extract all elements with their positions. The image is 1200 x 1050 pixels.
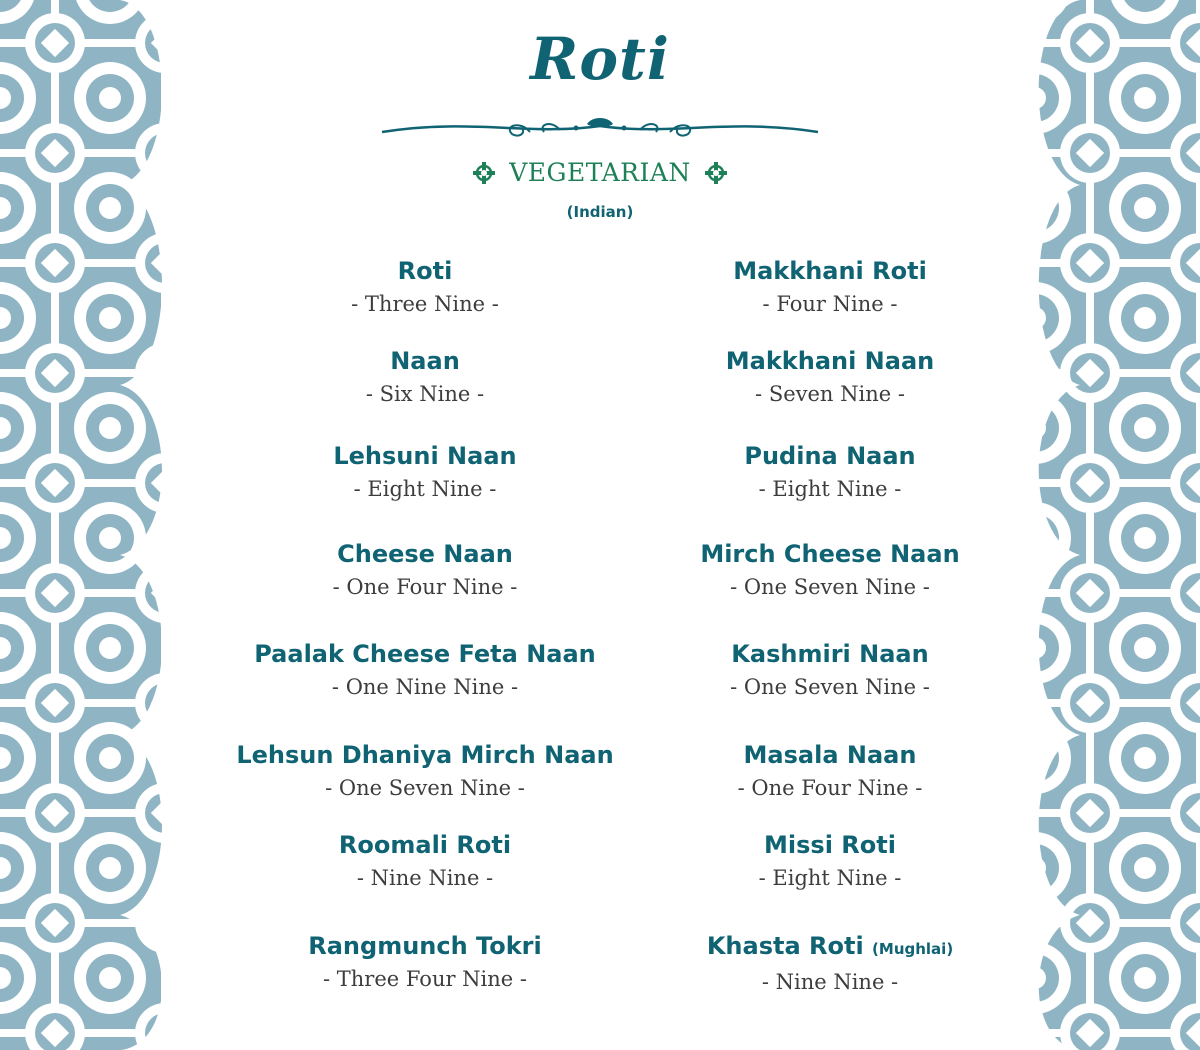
item-name: Mirch Cheese Naan (700, 540, 960, 568)
right-pattern-svg (1025, 0, 1200, 1050)
item-name: Missi Roti (764, 831, 896, 859)
menu-item (205, 441, 645, 503)
menu-item (205, 639, 645, 701)
left-pattern-border (0, 0, 175, 1050)
item-price: - Six Nine - (365, 382, 485, 406)
item-price: - Eight Nine - (758, 477, 902, 501)
menu-item (205, 740, 645, 802)
page-title: Roti (530, 25, 670, 93)
item-price: - One Nine Nine - (331, 675, 519, 699)
item-price: - Eight Nine - (758, 866, 902, 890)
item-note: (Mughlai) (872, 940, 954, 958)
item-price: - Nine Nine - (761, 970, 899, 994)
section-heading: VEGETARIAN (509, 158, 691, 187)
menu-item (610, 931, 1050, 996)
item-name: Lehsun Dhaniya Mirch Naan (236, 741, 614, 769)
item-price: - One Seven Nine - (325, 776, 525, 800)
item-name: Pudina Naan (744, 442, 916, 470)
item-name: Lehsuni Naan (333, 442, 517, 470)
menu-item (610, 830, 1050, 892)
item-name: Roti (397, 257, 453, 285)
menu-item (610, 539, 1050, 601)
item-price: - One Four Nine - (737, 776, 923, 800)
item-name: Cheese Naan (337, 540, 513, 568)
ornamental-divider (380, 110, 820, 146)
item-price: - Three Nine - (351, 292, 499, 316)
item-name: Paalak Cheese Feta Naan (254, 640, 596, 668)
item-price: - Four Nine - (762, 292, 898, 316)
item-name: Masala Naan (743, 741, 917, 769)
menu-item (610, 256, 1050, 318)
section-header (175, 160, 1025, 185)
menu-item (205, 539, 645, 601)
menu-item (610, 346, 1050, 408)
menu-content (175, 0, 1025, 1050)
ornament-icon (705, 162, 727, 184)
left-pattern-svg (0, 0, 175, 1050)
item-name-text: Khasta Roti (706, 932, 864, 960)
item-price: - One Four Nine - (332, 575, 518, 599)
item-price: - Eight Nine - (353, 477, 497, 501)
item-name: Rangmunch Tokri (308, 932, 542, 960)
item-name: Naan (390, 347, 460, 375)
item-name (610, 931, 1050, 964)
menu-item (205, 346, 645, 408)
item-price: - One Seven Nine - (730, 675, 930, 699)
right-pattern-border (1025, 0, 1200, 1050)
item-price: - Three Four Nine - (323, 967, 527, 991)
menu-item (205, 256, 645, 318)
menu-item (205, 830, 645, 892)
menu-item (610, 740, 1050, 802)
item-price: - Seven Nine - (755, 382, 905, 406)
item-price: - Nine Nine - (356, 866, 494, 890)
item-name: Roomali Roti (338, 831, 512, 859)
item-price: - One Seven Nine - (730, 575, 930, 599)
item-name: Kashmiri Naan (731, 640, 929, 668)
menu-item (205, 931, 645, 993)
item-name: Makkhani Roti (733, 257, 927, 285)
section-subheading: (Indian) (566, 203, 634, 221)
ornament-icon (473, 162, 495, 184)
menu-item (610, 441, 1050, 503)
item-name: Makkhani Naan (725, 347, 935, 375)
menu-item (610, 639, 1050, 701)
